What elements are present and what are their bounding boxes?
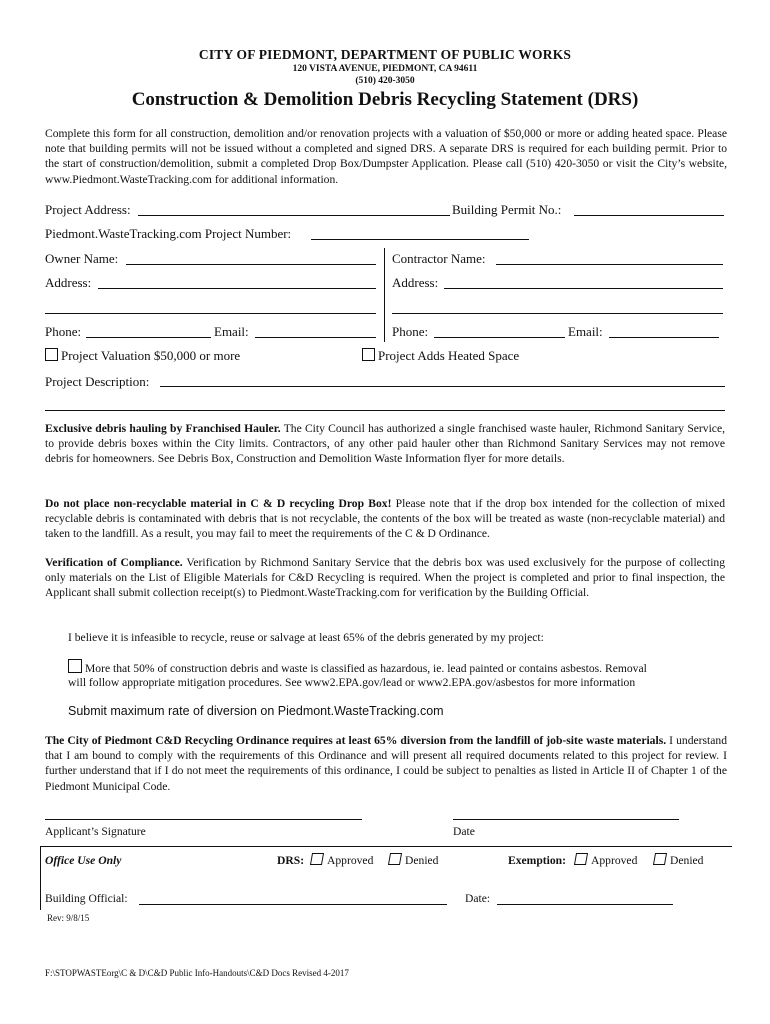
exemption-approved-checkbox[interactable] <box>574 853 588 865</box>
project-description-line2[interactable] <box>45 410 725 411</box>
drs-denied-checkbox[interactable] <box>388 853 402 865</box>
verification-heading: Verification of Compliance. <box>45 556 183 569</box>
hauler-heading: Exclusive debris hauling by Franchised Hauler. <box>45 422 281 435</box>
project-description-input[interactable] <box>160 374 725 387</box>
form-title: Construction & Demolition Debris Recycling Statement (DRS) <box>131 89 639 110</box>
wastetracking-number-input[interactable] <box>311 226 529 240</box>
project-address-label: Project Address: <box>45 202 131 217</box>
building-permit-input[interactable] <box>574 202 724 216</box>
owner-phone-input[interactable] <box>86 324 211 338</box>
contractor-address-label: Address: <box>392 275 439 290</box>
owner-phone-label: Phone: <box>45 324 82 339</box>
owner-address-label: Address: <box>45 275 92 290</box>
hauler-paragraph <box>45 421 725 467</box>
project-address-input[interactable] <box>138 202 450 216</box>
signature-date-line[interactable] <box>453 819 679 820</box>
hazard-line2: will follow appropriate mitigation procedures. See www2.EPA.gov/lead or www2.EPA.gov/asbestos for more information <box>68 676 636 689</box>
owner-name-input[interactable] <box>126 251 376 265</box>
valuation-label: Project Valuation $50,000 or more <box>61 348 241 363</box>
department-heading: CITY OF PIEDMONT, DEPARTMENT OF PUBLIC WORKS <box>198 47 572 62</box>
contractor-phone-input[interactable] <box>434 324 565 338</box>
drs-denied-option[interactable]: Denied <box>389 853 438 868</box>
drs-approved-option[interactable]: Approved <box>311 853 373 868</box>
heated-space-option[interactable] <box>362 348 519 364</box>
owner-address-input[interactable] <box>98 275 376 289</box>
exemption-approved-option[interactable]: Approved <box>575 853 637 868</box>
owner-address-line2[interactable] <box>45 300 376 314</box>
department-address: 120 VISTA AVENUE, PIEDMONT, CA 94611 <box>292 64 478 74</box>
exemption-denied-checkbox[interactable] <box>653 853 667 865</box>
owner-email-label: Email: <box>214 324 249 339</box>
ordinance-text: I understand that I am bound to comply with the requirements of this Ordinance and will present all required documents related to this project for review. I further understand that if I do not meet the requirements of this ordinance, I could be subject to penalties as listed in Article II of Chapter 1 of the Piedmont Municipal Code. <box>45 734 727 793</box>
owner-email-input[interactable] <box>255 324 376 338</box>
dropbox-heading: Do not place non-recyclable material in C & D recycling Drop Box! <box>45 497 392 510</box>
drs-label: DRS: <box>277 854 305 867</box>
contractor-email-input[interactable] <box>609 324 719 338</box>
valuation-option[interactable] <box>45 348 240 364</box>
heated-space-checkbox[interactable] <box>362 348 375 361</box>
revision-date: Rev: 9/8/15 <box>47 913 90 923</box>
valuation-checkbox[interactable] <box>45 348 58 361</box>
wastetracking-number-label: Piedmont.WasteTracking.com Project Number: <box>45 226 292 241</box>
infeasible-statement: I believe it is infeasible to recycle, reuse or salvage at least 65% of the debris generated by my project: <box>68 631 544 644</box>
hauler-text: The City Council has authorized a single franchised waste hauler, Richmond Sanitary Service, to provide debris boxes within the City limits. Contractors, of any other paid hauler other than Richmond Sanitary Services may not remove debris for homeowners. See Debris Box, Construction and Demolition Waste Information flyer for more details. <box>45 422 725 466</box>
office-box-left <box>40 846 41 910</box>
office-box-top <box>40 846 732 847</box>
owner-name-label: Owner Name: <box>45 251 119 266</box>
verification-text: Verification by Richmond Sanitary Service that the debris box was used exclusively for the purpose of collecting only materials on the List of Eligible Materials for C&D Recycling is required. When the project is completed and prior to final inspection, the Applicant shall submit collection receipt(s) to Piedmont.WasteTracking.com for verification by the Building Official. <box>45 556 726 600</box>
building-official-label: Building Official: <box>45 892 128 905</box>
department-phone: (510) 420-3050 <box>355 76 415 86</box>
ordinance-paragraph <box>45 733 727 794</box>
ordinance-heading: The City of Piedmont C&D Recycling Ordinance requires at least 65% diversion from the landfill of job-site waste materials. <box>45 734 667 747</box>
submit-max-diversion: Submit maximum rate of diversion on Piedmont.WasteTracking.com <box>68 704 444 718</box>
building-official-input[interactable] <box>139 891 447 905</box>
office-date-input[interactable] <box>497 891 673 905</box>
intro-paragraph: Complete this form for all construction, demolition and/or renovation projects with a valuation of $50,000 or more or adding heated space. Please note that building permits will not be issued without a completed and signed DRS. A separate DRS is required for each building permit. Prior to the start of construction/demolition, submit a completed Drop Box/Dumpster Application. Please call (510) 420-3050 or visit the City’s website, www.Piedmont.WasteTracking.com for additional information. <box>45 127 727 186</box>
contractor-address-input[interactable] <box>444 275 723 289</box>
dropbox-paragraph <box>45 496 725 542</box>
project-description-label: Project Description: <box>45 374 150 389</box>
drs-approved-checkbox[interactable] <box>310 853 324 865</box>
office-date-label: Date: <box>465 892 491 905</box>
contractor-name-label: Contractor Name: <box>392 251 486 266</box>
building-permit-label: Building Permit No.: <box>452 202 562 217</box>
exemption-label: Exemption: <box>508 854 566 867</box>
office-use-label: Office Use Only <box>45 854 122 867</box>
dropbox-text: Please note that if the drop box intended for the collection of mixed recyclable debris is contaminated with debris that is not recyclable, the contents of the box will be treated as waste (non-recyclable material) and taken to the landfill. As a result, you may fail to meet the requirements of the C & D Ordinance. <box>45 497 725 541</box>
exemption-denied-option[interactable]: Denied <box>654 853 703 868</box>
contractor-email-label: Email: <box>568 324 603 339</box>
contractor-address-line2[interactable] <box>392 300 723 314</box>
heated-space-label: Project Adds Heated Space <box>378 348 520 363</box>
signature-line[interactable] <box>45 819 362 820</box>
hazard-checkbox[interactable] <box>68 659 82 673</box>
contractor-phone-label: Phone: <box>392 324 429 339</box>
hazard-option[interactable] <box>68 659 728 676</box>
signature-date-label: Date <box>453 825 475 838</box>
contractor-name-input[interactable] <box>496 251 723 265</box>
hazard-line1: More that 50% of construction debris and waste is classified as hazardous, ie. lead painted or contains asbestos. Removal <box>85 662 647 675</box>
verification-paragraph <box>45 555 725 601</box>
column-divider <box>384 248 385 342</box>
file-path: F:\STOPWASTEorg\C & D\C&D Public Info-Handouts\C&D Docs Revised 4-2017 <box>45 968 349 978</box>
applicant-signature-label: Applicant’s Signature <box>45 825 146 838</box>
